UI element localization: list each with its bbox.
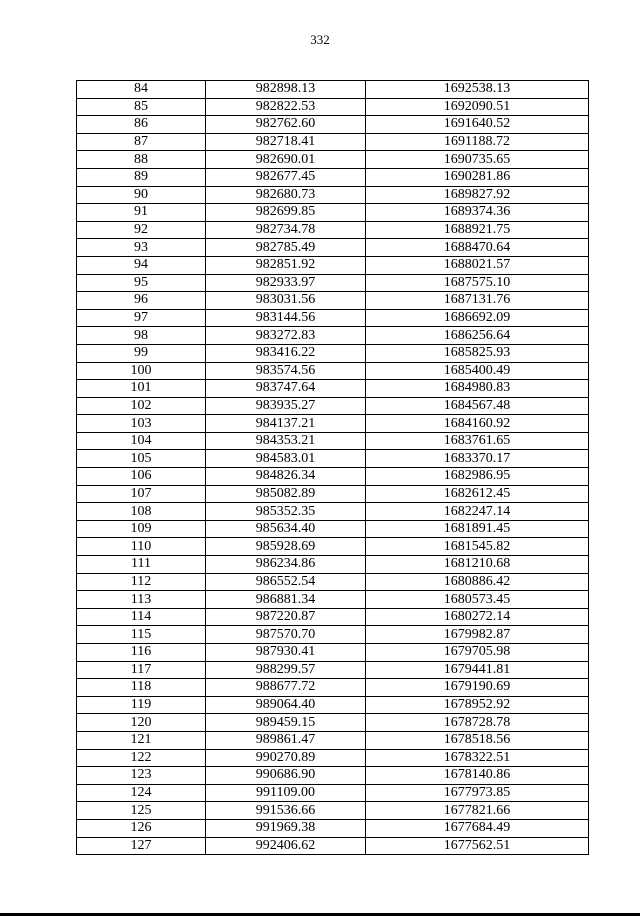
table-row	[77, 397, 589, 415]
y-coordinate-cell: 1677973.85	[366, 784, 589, 802]
x-coordinate-cell: 991536.66	[206, 802, 366, 820]
y-coordinate-cell: 1685825.93	[366, 344, 589, 362]
table-row	[77, 837, 589, 855]
y-coordinate-cell: 1684160.92	[366, 415, 589, 433]
table-row	[77, 98, 589, 116]
point-number-cell: 127	[77, 837, 206, 855]
y-coordinate-cell: 1677562.51	[366, 837, 589, 855]
point-number-cell: 97	[77, 309, 206, 327]
x-coordinate-cell: 982822.53	[206, 98, 366, 116]
point-number-cell: 93	[77, 239, 206, 257]
x-coordinate-cell: 989064.40	[206, 696, 366, 714]
point-number-cell: 120	[77, 714, 206, 732]
table-row	[77, 802, 589, 820]
point-number-cell: 111	[77, 556, 206, 574]
table-row	[77, 784, 589, 802]
y-coordinate-cell: 1685400.49	[366, 362, 589, 380]
point-number-cell: 91	[77, 204, 206, 222]
point-number-cell: 114	[77, 608, 206, 626]
x-coordinate-cell: 985352.35	[206, 503, 366, 521]
y-coordinate-cell: 1686256.64	[366, 327, 589, 345]
x-coordinate-cell: 982785.49	[206, 239, 366, 257]
point-number-cell: 84	[77, 81, 206, 99]
table-row	[77, 432, 589, 450]
x-coordinate-cell: 984583.01	[206, 450, 366, 468]
y-coordinate-cell: 1684980.83	[366, 380, 589, 398]
y-coordinate-cell: 1690735.65	[366, 151, 589, 169]
table-row	[77, 186, 589, 204]
x-coordinate-cell: 987570.70	[206, 626, 366, 644]
y-coordinate-cell: 1677684.49	[366, 819, 589, 837]
x-coordinate-cell: 991109.00	[206, 784, 366, 802]
y-coordinate-cell: 1683761.65	[366, 432, 589, 450]
point-number-cell: 102	[77, 397, 206, 415]
y-coordinate-cell: 1681891.45	[366, 520, 589, 538]
y-coordinate-cell: 1683370.17	[366, 450, 589, 468]
y-coordinate-cell: 1687575.10	[366, 274, 589, 292]
point-number-cell: 86	[77, 116, 206, 134]
y-coordinate-cell: 1689374.36	[366, 204, 589, 222]
table-row	[77, 256, 589, 274]
table-row	[77, 591, 589, 609]
coordinate-table-body	[77, 81, 589, 855]
point-number-cell: 119	[77, 696, 206, 714]
point-number-cell: 98	[77, 327, 206, 345]
point-number-cell: 107	[77, 485, 206, 503]
y-coordinate-cell: 1688021.57	[366, 256, 589, 274]
table-row	[77, 362, 589, 380]
x-coordinate-cell: 992406.62	[206, 837, 366, 855]
y-coordinate-cell: 1692090.51	[366, 98, 589, 116]
point-number-cell: 100	[77, 362, 206, 380]
y-coordinate-cell: 1692538.13	[366, 81, 589, 99]
y-coordinate-cell: 1682247.14	[366, 503, 589, 521]
x-coordinate-cell: 985082.89	[206, 485, 366, 503]
y-coordinate-cell: 1677821.66	[366, 802, 589, 820]
x-coordinate-cell: 987220.87	[206, 608, 366, 626]
table-row	[77, 661, 589, 679]
point-number-cell: 121	[77, 731, 206, 749]
table-row	[77, 168, 589, 186]
x-coordinate-cell: 983272.83	[206, 327, 366, 345]
point-number-cell: 99	[77, 344, 206, 362]
x-coordinate-cell: 988677.72	[206, 679, 366, 697]
point-number-cell: 96	[77, 292, 206, 310]
table-row	[77, 239, 589, 257]
y-coordinate-cell: 1680573.45	[366, 591, 589, 609]
point-number-cell: 89	[77, 168, 206, 186]
point-number-cell: 95	[77, 274, 206, 292]
point-number-cell: 103	[77, 415, 206, 433]
y-coordinate-cell: 1678952.92	[366, 696, 589, 714]
table-row	[77, 696, 589, 714]
point-number-cell: 126	[77, 819, 206, 837]
point-number-cell: 124	[77, 784, 206, 802]
x-coordinate-cell: 983935.27	[206, 397, 366, 415]
table-row	[77, 151, 589, 169]
point-number-cell: 108	[77, 503, 206, 521]
point-number-cell: 123	[77, 767, 206, 785]
x-coordinate-cell: 983747.64	[206, 380, 366, 398]
x-coordinate-cell: 982718.41	[206, 133, 366, 151]
y-coordinate-cell: 1686692.09	[366, 309, 589, 327]
table-row	[77, 309, 589, 327]
x-coordinate-cell: 982699.85	[206, 204, 366, 222]
y-coordinate-cell: 1679190.69	[366, 679, 589, 697]
x-coordinate-cell: 983144.56	[206, 309, 366, 327]
point-number-cell: 90	[77, 186, 206, 204]
x-coordinate-cell: 982898.13	[206, 81, 366, 99]
table-row	[77, 749, 589, 767]
x-coordinate-cell: 985928.69	[206, 538, 366, 556]
y-coordinate-cell: 1678728.78	[366, 714, 589, 732]
table-row	[77, 344, 589, 362]
y-coordinate-cell: 1681545.82	[366, 538, 589, 556]
y-coordinate-cell: 1688921.75	[366, 221, 589, 239]
x-coordinate-cell: 986552.54	[206, 573, 366, 591]
table-row	[77, 327, 589, 345]
table-row	[77, 608, 589, 626]
page-number: 332	[310, 32, 330, 47]
point-number-cell: 92	[77, 221, 206, 239]
y-coordinate-cell: 1678140.86	[366, 767, 589, 785]
table-row	[77, 679, 589, 697]
point-number-cell: 106	[77, 468, 206, 486]
coordinate-table	[76, 80, 589, 855]
point-number-cell: 113	[77, 591, 206, 609]
x-coordinate-cell: 984826.34	[206, 468, 366, 486]
point-number-cell: 125	[77, 802, 206, 820]
point-number-cell: 115	[77, 626, 206, 644]
x-coordinate-cell: 982690.01	[206, 151, 366, 169]
y-coordinate-cell: 1681210.68	[366, 556, 589, 574]
point-number-cell: 104	[77, 432, 206, 450]
table-row	[77, 415, 589, 433]
x-coordinate-cell: 989459.15	[206, 714, 366, 732]
y-coordinate-cell: 1691188.72	[366, 133, 589, 151]
table-row	[77, 714, 589, 732]
x-coordinate-cell: 986234.86	[206, 556, 366, 574]
x-coordinate-cell: 986881.34	[206, 591, 366, 609]
point-number-cell: 116	[77, 644, 206, 662]
y-coordinate-cell: 1680272.14	[366, 608, 589, 626]
point-number-cell: 110	[77, 538, 206, 556]
x-coordinate-cell: 988299.57	[206, 661, 366, 679]
table-row	[77, 274, 589, 292]
table-row	[77, 450, 589, 468]
x-coordinate-cell: 982677.45	[206, 168, 366, 186]
y-coordinate-cell: 1688470.64	[366, 239, 589, 257]
table-row	[77, 819, 589, 837]
table-row	[77, 503, 589, 521]
point-number-cell: 105	[77, 450, 206, 468]
x-coordinate-cell: 983416.22	[206, 344, 366, 362]
x-coordinate-cell: 990686.90	[206, 767, 366, 785]
x-coordinate-cell: 983574.56	[206, 362, 366, 380]
y-coordinate-cell: 1689827.92	[366, 186, 589, 204]
table-row	[77, 520, 589, 538]
x-coordinate-cell: 985634.40	[206, 520, 366, 538]
table-row	[77, 767, 589, 785]
x-coordinate-cell: 989861.47	[206, 731, 366, 749]
x-coordinate-cell: 990270.89	[206, 749, 366, 767]
table-row	[77, 292, 589, 310]
table-row	[77, 468, 589, 486]
point-number-cell: 88	[77, 151, 206, 169]
point-number-cell: 118	[77, 679, 206, 697]
y-coordinate-cell: 1680886.42	[366, 573, 589, 591]
y-coordinate-cell: 1679441.81	[366, 661, 589, 679]
table-row	[77, 204, 589, 222]
table-row	[77, 81, 589, 99]
point-number-cell: 112	[77, 573, 206, 591]
table-row	[77, 133, 589, 151]
y-coordinate-cell: 1679982.87	[366, 626, 589, 644]
x-coordinate-cell: 984137.21	[206, 415, 366, 433]
x-coordinate-cell: 982762.60	[206, 116, 366, 134]
y-coordinate-cell: 1690281.86	[366, 168, 589, 186]
table-row	[77, 485, 589, 503]
x-coordinate-cell: 983031.56	[206, 292, 366, 310]
x-coordinate-cell: 982680.73	[206, 186, 366, 204]
point-number-cell: 109	[77, 520, 206, 538]
point-number-cell: 117	[77, 661, 206, 679]
table-row	[77, 626, 589, 644]
table-row	[77, 116, 589, 134]
y-coordinate-cell: 1691640.52	[366, 116, 589, 134]
y-coordinate-cell: 1678518.56	[366, 731, 589, 749]
x-coordinate-cell: 982933.97	[206, 274, 366, 292]
x-coordinate-cell: 987930.41	[206, 644, 366, 662]
table-row	[77, 556, 589, 574]
table-row	[77, 731, 589, 749]
point-number-cell: 101	[77, 380, 206, 398]
y-coordinate-cell: 1684567.48	[366, 397, 589, 415]
table-row	[77, 573, 589, 591]
x-coordinate-cell: 991969.38	[206, 819, 366, 837]
point-number-cell: 122	[77, 749, 206, 767]
y-coordinate-cell: 1678322.51	[366, 749, 589, 767]
table-row	[77, 538, 589, 556]
x-coordinate-cell: 984353.21	[206, 432, 366, 450]
y-coordinate-cell: 1682612.45	[366, 485, 589, 503]
y-coordinate-cell: 1682986.95	[366, 468, 589, 486]
point-number-cell: 94	[77, 256, 206, 274]
point-number-cell: 85	[77, 98, 206, 116]
table-row	[77, 644, 589, 662]
x-coordinate-cell: 982734.78	[206, 221, 366, 239]
y-coordinate-cell: 1687131.76	[366, 292, 589, 310]
table-row	[77, 221, 589, 239]
table-row	[77, 380, 589, 398]
y-coordinate-cell: 1679705.98	[366, 644, 589, 662]
x-coordinate-cell: 982851.92	[206, 256, 366, 274]
point-number-cell: 87	[77, 133, 206, 151]
